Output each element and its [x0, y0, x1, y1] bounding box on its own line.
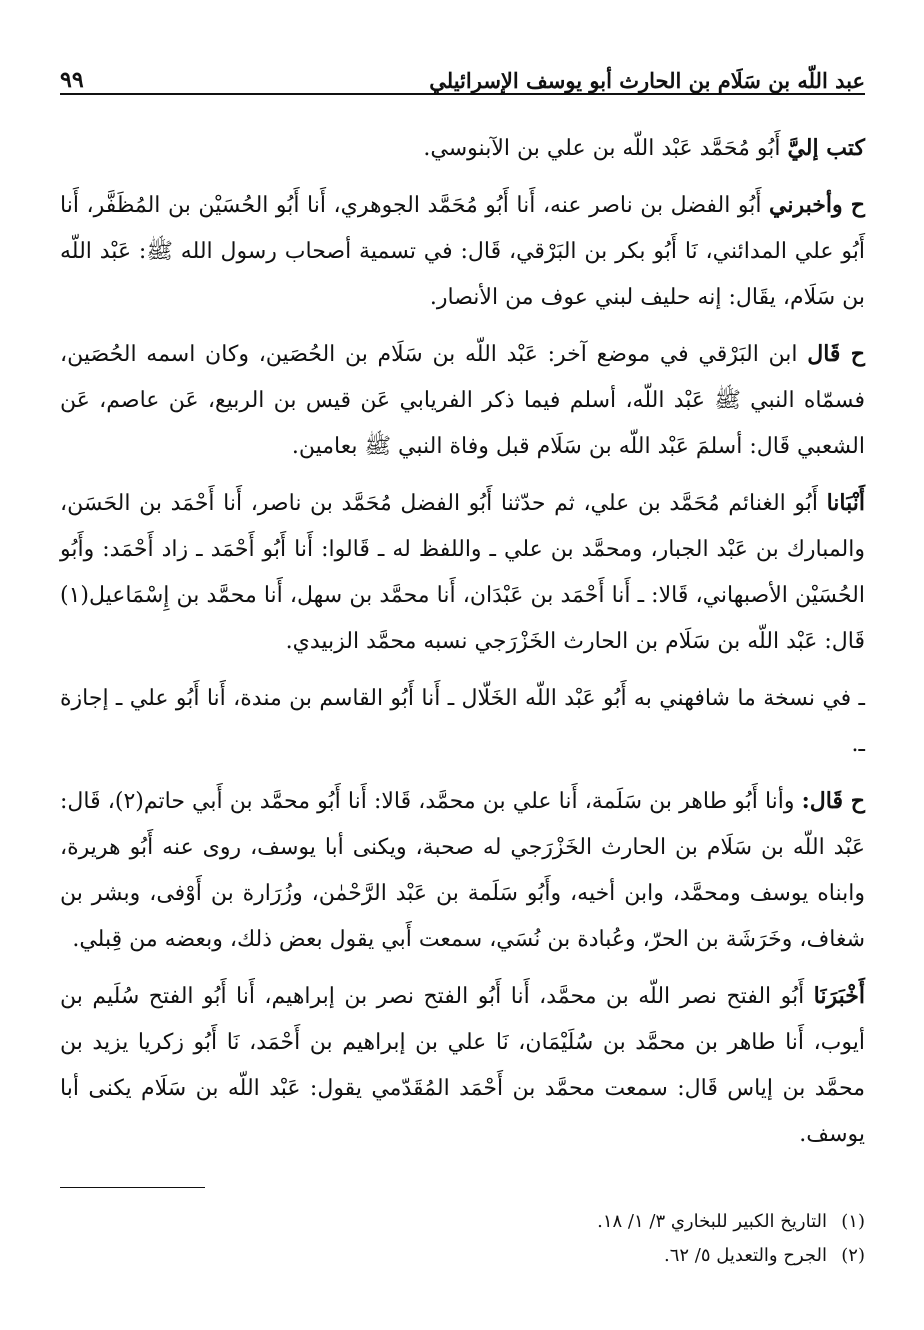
- paragraph-text: أَبُو الغنائم مُحَمَّد بن علي، ثم حدّثنا أَبُو الفضل مُحَمَّد بن ناصر، أَنا أَحْمَد بن الحَسَن، والمبارك بن عَبْد الجبار، ومحمَّد بن علي ـ واللفظ له ـ قَالوا: أَنا أَبُو أَحْمَد ـ زاد أَحْمَد: وأَبُو الحُسَيْن الأصبهاني، قَالا: ـ أَنا أَحْمَد بن عَبْدَان، أَنا محمَّد بن سهل، أَنا محمَّد بن إِسْمَاعيل(١) قَال: عَبْد اللّه بن سَلَام بن الحارث الخَزْرَجي نسبه محمَّد الزبيدي.: [60, 491, 865, 654]
- paragraph-text: ـ في نسخة ما شافهني به أَبُو عَبْد اللّه الخَلّال ـ أَنا أَبُو القاسم بن مندة، أَنا أَبُو علي ـ إجازة ـ.: [60, 686, 865, 757]
- paragraph-text: وأنا أَبُو طاهر بن سَلَمة، أَنا علي بن محمَّد، قَالا: أَنا أَبُو محمَّد بن أَبي حاتم(٢)، قَال: عَبْد اللّه بن سَلَام بن الحارث الخَزْرَجي له صحبة، ويكنى أبا يوسف، روى عنه أَبُو هريرة، وابناه يوسف ومحمَّد، وابن أخيه، وأَبُو سَلَمة بن عَبْد الرَّحْمٰن، وزُرَارة بن أَوْفى، وبشر بن شغاف، وخَرَشَة بن الحرّ، وعُبادة بن نُسَي، سمعت أَبي يقول بعض ذلك، وبعضه من قِبلي.: [60, 789, 865, 952]
- paragraph-text: ابن البَرْقي في موضع آخر: عَبْد اللّه بن سَلَام بن الحُصَين، وكان اسمه الحُصَين، فسمّاه النبي ﷺ عَبْد اللّه، أسلم فيما ذكر الفريابي عَن قيس بن الربيع، عَن عاصم، عَن الشعبي قَال: أسلمَ عَبْد اللّه بن سَلَام قبل وفاة النبي ﷺ بعامين.: [60, 342, 865, 459]
- paragraph-lead: أَخْبَرَنَا: [813, 983, 865, 1009]
- paragraph-lead: ح وأخبرني: [769, 192, 866, 218]
- paragraph: [60, 675, 865, 768]
- paragraph-text: أَبُو مُحَمَّد عَبْد اللّه بن علي بن الآبنوسي.: [423, 136, 788, 161]
- footnotes: [60, 1205, 865, 1273]
- paragraph-text: أَبُو الفضل بن ناصر عنه، أَنا أَبُو مُحَمَّد الجوهري، أَنا أَبُو الحُسَيْن بن المُظَفَّر، أَنا أَبُو علي المدائني، نَا أَبُو بكر بن البَرْقي، قَال: في تسمية أصحاب رسول الله ﷺ: عَبْد اللّه بن سَلَام، يقَال: إنه حليف لبني عوف من الأنصار.: [60, 193, 865, 310]
- paragraph: [60, 182, 865, 321]
- paragraph: [60, 480, 865, 665]
- paragraph: [60, 331, 865, 470]
- paragraph-lead: ح قَال: [807, 341, 865, 367]
- footnote-number: (١): [841, 1211, 865, 1232]
- footnote-text: الجرح والتعديل ٥/ ٦٢.: [663, 1245, 827, 1266]
- page: [60, 55, 865, 1168]
- main-text: [60, 125, 865, 1158]
- paragraph: [60, 778, 865, 963]
- running-title: عبد اللّه بن سَلَام بن الحارث أبو يوسف الإسرائيلي: [429, 68, 865, 93]
- page-number: ٩٩: [60, 67, 84, 93]
- running-header: [60, 55, 865, 95]
- paragraph-lead: ح قَال:: [801, 788, 865, 814]
- footnote: [60, 1205, 865, 1239]
- paragraph-lead: أَنْبَانا: [826, 490, 865, 516]
- footnote-text: التاريخ الكبير للبخاري ٣/ ١/ ١٨.: [597, 1211, 827, 1232]
- footnote: [60, 1239, 865, 1273]
- footnote-number: (٢): [841, 1245, 865, 1266]
- paragraph-lead: كتب إليَّ: [787, 135, 865, 161]
- paragraph: [60, 125, 865, 172]
- footnote-separator: [60, 1187, 205, 1188]
- paragraph: [60, 973, 865, 1158]
- paragraph-text: أَبُو الفتح نصر اللّه بن محمَّد، أَنا أَبُو الفتح نصر بن إبراهيم، أَنا أَبُو الفتح سُلَيم بن أيوب، أَنا طاهر بن محمَّد بن سُلَيْمَان، نَا علي بن إبراهيم بن أَحْمَد، نَا أَبُو زكريا يزيد بن محمَّد بن إياس قَال: سمعت محمَّد بن أَحْمَد المُقَدّمي يقول: عَبْد اللّه بن سَلَام يكنى أبا يوسف.: [60, 984, 865, 1147]
